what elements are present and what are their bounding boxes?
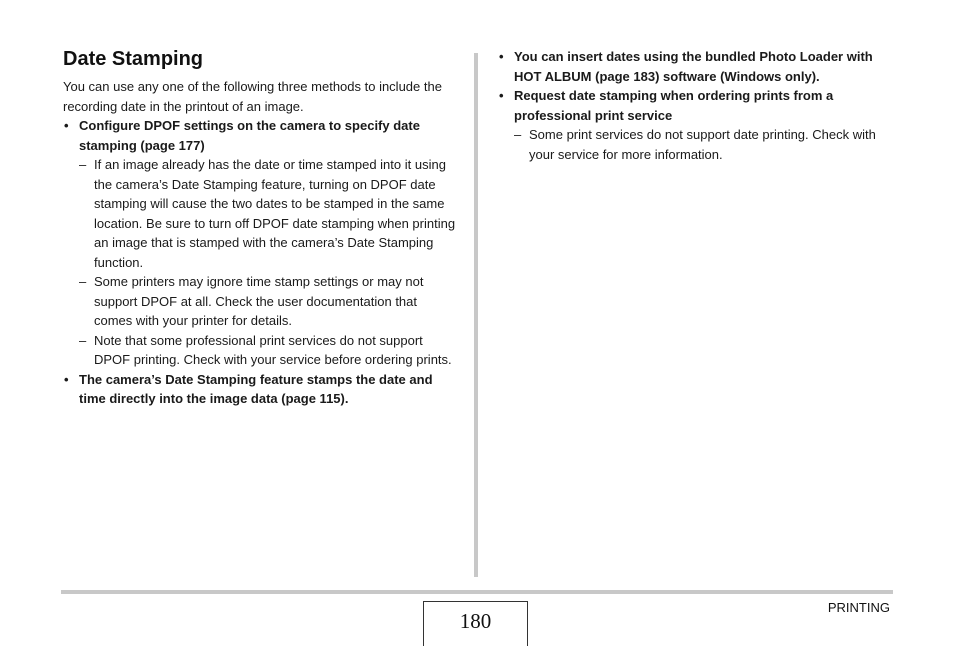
section-label: PRINTING	[827, 600, 890, 615]
bullet-text: The camera’s Date Stamping feature stamps the date and time directly into the image data (page 115).	[79, 371, 433, 406]
print-service-note-list	[514, 125, 890, 164]
page-title: Date Stamping	[63, 48, 204, 70]
bullet-text: Request date stamping when ordering prints from a professional print service	[514, 88, 834, 123]
intro-paragraph: You can use any one of the following three methods to include the recording date in the printout of an image.	[63, 79, 442, 114]
note-item	[79, 331, 458, 370]
bullet-item-print-service	[498, 86, 890, 164]
bullet-icon: •	[64, 118, 69, 133]
bullet-text: You can insert dates using the bundled Photo Loader with HOT ALBUM (page 183) software (Windows only).	[514, 49, 873, 84]
bullet-item-dpof	[63, 116, 458, 370]
note-text: Some print services do not support date printing. Check with your service for more information.	[529, 127, 876, 162]
note-text: Some printers may ignore time stamp settings or may not support DPOF at all. Check the user documentation that comes with your printer for details.	[94, 274, 424, 328]
note-item	[79, 155, 458, 272]
right-bullet-list	[498, 47, 890, 164]
footer-rule	[61, 590, 893, 594]
bullet-icon: •	[64, 371, 69, 387]
page-number: 180	[423, 601, 528, 646]
bullet-text: Configure DPOF settings on the camera to specify date stamping (page 177)	[79, 118, 420, 153]
dash-icon: –	[79, 274, 87, 289]
column-divider	[474, 53, 478, 577]
dash-icon: –	[79, 157, 87, 172]
bullet-icon: •	[499, 88, 504, 103]
bullet-icon: •	[499, 49, 504, 64]
dpof-note-list	[79, 155, 458, 370]
note-item	[79, 272, 458, 331]
dash-icon: –	[79, 332, 87, 348]
left-bullet-list	[63, 116, 458, 409]
dash-icon: –	[514, 127, 522, 142]
note-text: Note that some professional print services do not support DPOF printing. Check with your service before ordering prints.	[94, 332, 452, 367]
bullet-item-photo-loader	[498, 47, 890, 86]
note-text: If an image already has the date or time stamped into it using the camera’s Date Stamping feature, turning on DPOF date stamping will cause the two dates to be stamped in the same location. Be sure to turn off DPOF date stamping when printing an image that is stamped with the camera’s Date Stamping function.	[94, 157, 456, 270]
note-item	[514, 125, 890, 164]
bullet-item-camera-stamping	[63, 370, 458, 409]
